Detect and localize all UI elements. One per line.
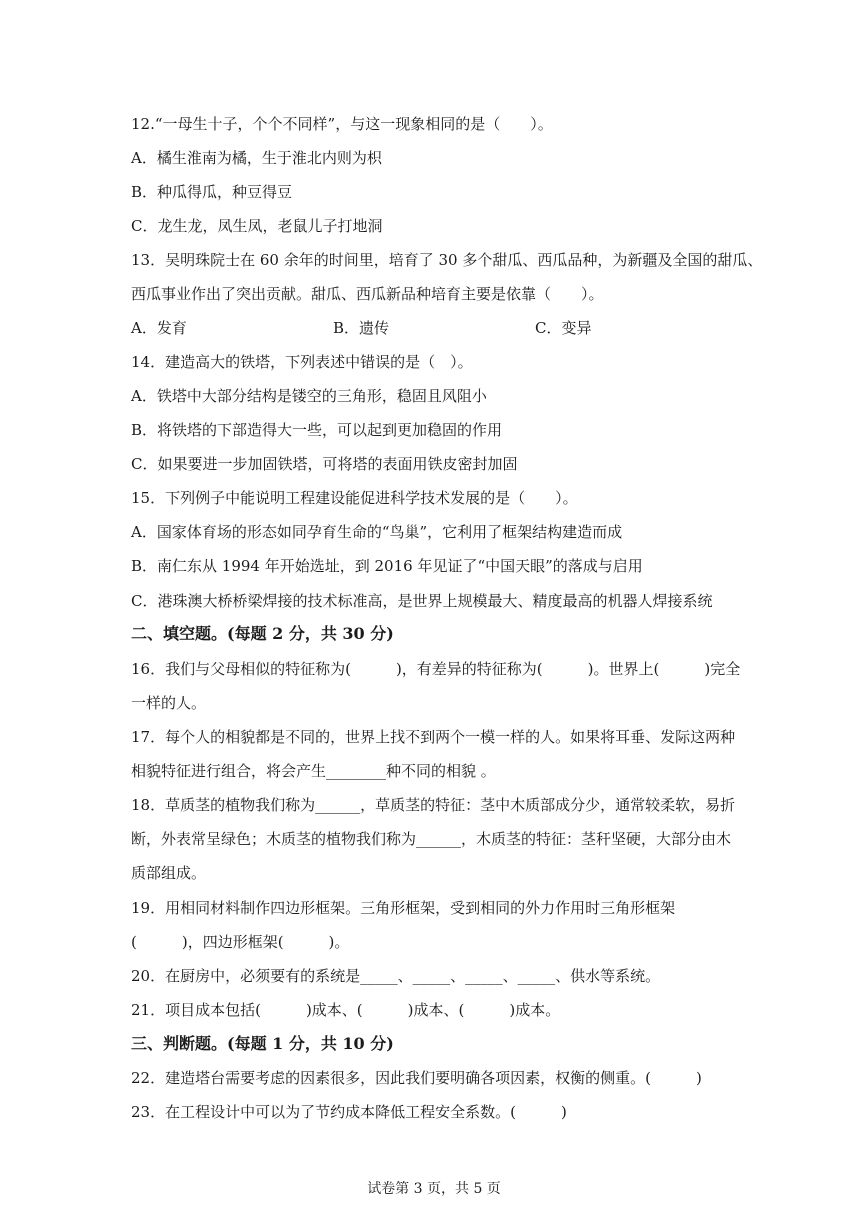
question-13-stem-line-1: 13．吴明珠院士在 60 余年的时间里，培育了 30 多个甜瓜、西瓜品种，为新疆及全国的甜瓜、 — [131, 251, 763, 269]
question-12-option-b: B．种瓜得瓜，种豆得豆 — [131, 183, 293, 201]
question-12-stem: 12.“一母生十子，个个不同样”，与这一现象相同的是（ ）。 — [131, 115, 553, 133]
question-20: 20．在厨房中，必须要有的系统是_____、_____、_____、_____、供水等系统。 — [131, 967, 661, 985]
question-16-line-1: 16．我们与父母相似的特征称为( )，有差异的特征称为( )。世界上( )完全 — [131, 660, 741, 678]
question-16-line-2: 一样的人。 — [131, 694, 207, 712]
question-23: 23．在工程设计中可以为了节约成本降低工程安全系数。( ) — [131, 1103, 567, 1121]
question-14-option-a: A．铁塔中大部分结构是镂空的三角形，稳固且风阻小 — [131, 387, 487, 405]
question-19-line-1: 19．用相同材料制作四边形框架。三角形框架，受到相同的外力作用时三角形框架 — [131, 899, 676, 917]
question-13-option-c: C．变异 — [535, 319, 592, 337]
question-13-options — [131, 318, 831, 338]
section-heading-fill-in: 二、填空题。(每题 2 分，共 30 分) — [131, 624, 394, 643]
question-12-option-c: C．龙生龙，凤生凤，老鼠儿子打地洞 — [131, 217, 383, 235]
question-14-option-b: B．将铁塔的下部造得大一些，可以起到更加稳固的作用 — [131, 421, 503, 439]
question-12-option-a: A．橘生淮南为橘，生于淮北内则为枳 — [131, 149, 382, 167]
question-15-option-a: A．国家体育场的形态如同孕育生命的“鸟巢”，它利用了框架结构建造而成 — [131, 523, 623, 541]
question-17-line-2: 相貌特征进行组合，将会产生________种不同的相貌 。 — [131, 762, 496, 780]
question-14-stem: 14．建造高大的铁塔，下列表述中错误的是（ ）。 — [131, 353, 473, 371]
question-19-line-2: ( )，四边形框架( )。 — [131, 933, 350, 951]
question-13-option-b: B．遗传 — [333, 319, 390, 337]
question-13-stem-line-2: 西瓜事业作出了突出贡献。甜瓜、西瓜新品种培育主要是依靠（ ）。 — [131, 285, 604, 303]
question-15-option-b: B．南仁东从 1994 年开始选址，到 2016 年见证了“中国天眼”的落成与启用 — [131, 557, 643, 575]
question-18-line-1: 18．草质茎的植物我们称为______，草质茎的特征：茎中木质部成分少，通常较柔软，易折 — [131, 796, 736, 814]
section-heading-true-false: 三、判断题。(每题 1 分，共 10 分) — [131, 1034, 394, 1053]
page-footer: 试卷第 3 页，共 5 页 — [367, 1181, 501, 1197]
question-18-line-3: 质部组成。 — [131, 864, 207, 882]
question-18-line-2: 断，外表常呈绿色；木质茎的植物我们称为______，木质茎的特征：茎秆坚硬，大部分由木 — [131, 830, 732, 848]
question-13-option-a: A．发育 — [131, 319, 187, 337]
question-14-option-c: C．如果要进一步加固铁塔，可将塔的表面用铁皮密封加固 — [131, 455, 518, 473]
question-15-option-c: C．港珠澳大桥桥梁焊接的技术标准高，是世界上规模最大、精度最高的机器人焊接系统 — [131, 592, 713, 610]
question-17-line-1: 17．每个人的相貌都是不同的，世界上找不到两个一模一样的人。如果将耳垂、发际这两种 — [131, 728, 736, 746]
question-15-stem: 15．下列例子中能说明工程建设能促进科学技术发展的是（ ）。 — [131, 489, 578, 507]
question-21: 21．项目成本包括( )成本、( )成本、( )成本。 — [131, 1001, 561, 1019]
question-22: 22．建造塔台需要考虑的因素很多，因此我们要明确各项因素，权衡的侧重。( ) — [131, 1069, 702, 1087]
